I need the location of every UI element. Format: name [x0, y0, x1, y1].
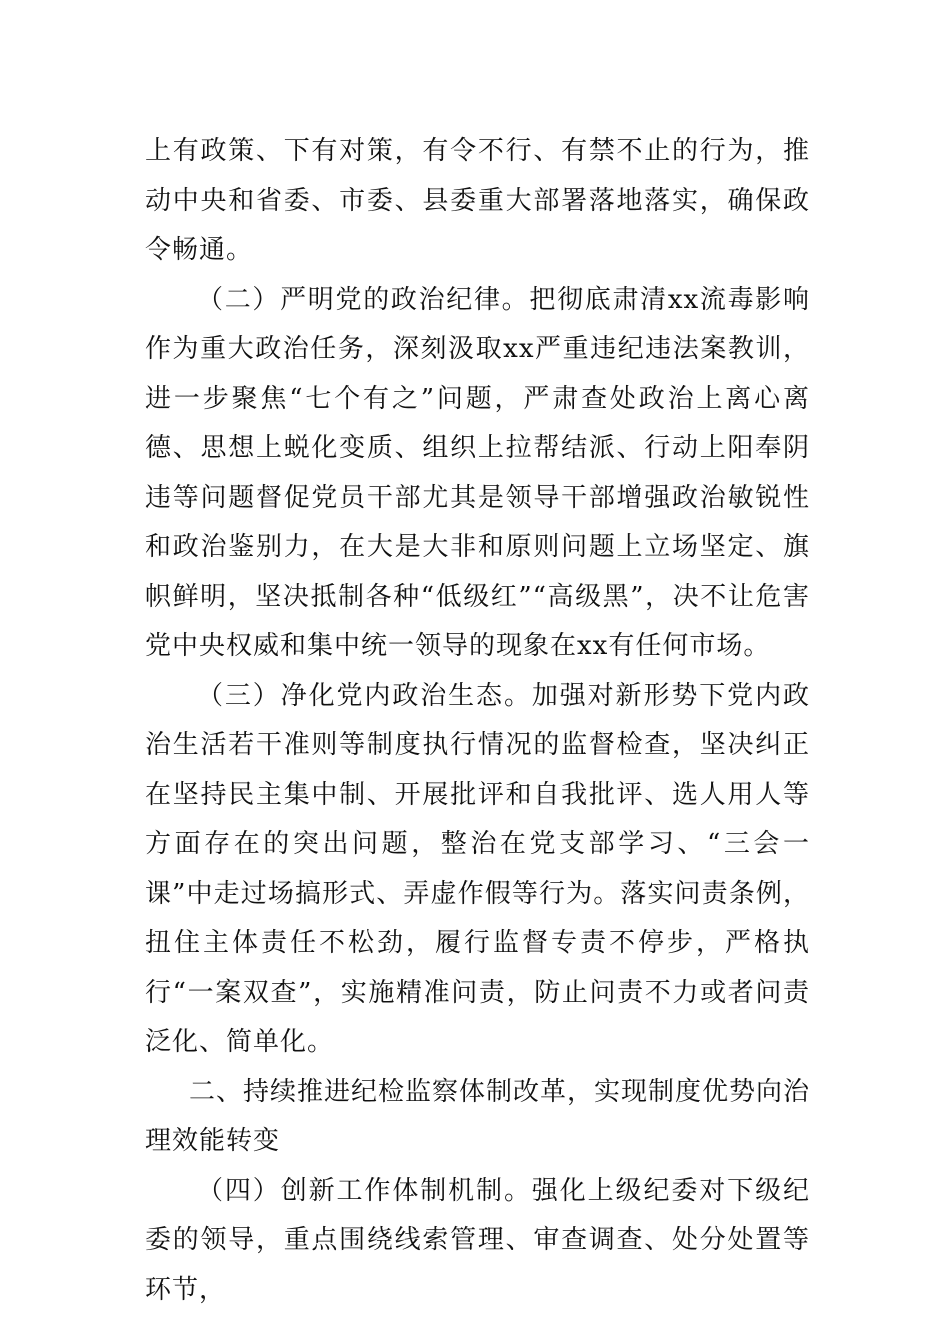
paragraph-work-mechanism: （四）创新工作体制机制。强化上级纪委对下级纪委的领导，重点围绕线索管理、审查调查、处分处置等环节， — [145, 1175, 810, 1305]
paragraph-political-discipline: （二）严明党的政治纪律。把彻底肃清xx流毒影响作为重大政治任务，深刻汲取xx严重违纪违法案教训，进一步聚焦“七个有之”问题，严肃查处政治上离心离德、思想上蜕化变质、组织上拉帮结派、行动上阳奉阴违等问题督促党员干部尤其是领导干部增强政治敏锐性和政治鉴别力，在大是大非和原则问题上立场坚定、旗帜鲜明，坚决抵制各种“低级红”“高级黑”，决不让危害党中央权威和集中统一领导的现象在xx有任何市场。 — [145, 284, 810, 661]
paragraph-political-ecology: （三）净化党内政治生态。加强对新形势下党内政治生活若干准则等制度执行情况的监督检查，坚决纠正在坚持民主集中制、开展批评和自我批评、选人用人等方面存在的突出问题，整治在党支部学习、“三会一课”中走过场搞形式、弄虚作假等行为。落实问责条例，扭住主体责任不松劲，履行监督专责不停步，严格执行“一案双查”，实施精准问责，防止问责不力或者问责泛化、简单化。 — [145, 680, 810, 1057]
section-heading-reform: 二、持续推进纪检监察体制改革，实现制度优势向治理效能转变 — [145, 1076, 811, 1156]
document-body — [145, 127, 810, 1315]
paragraph-continuation: 上有政策、下有对策，有令不行、有禁不止的行为，推动中央和省委、市委、县委重大部署落地落实，确保政令畅通。 — [145, 136, 810, 265]
